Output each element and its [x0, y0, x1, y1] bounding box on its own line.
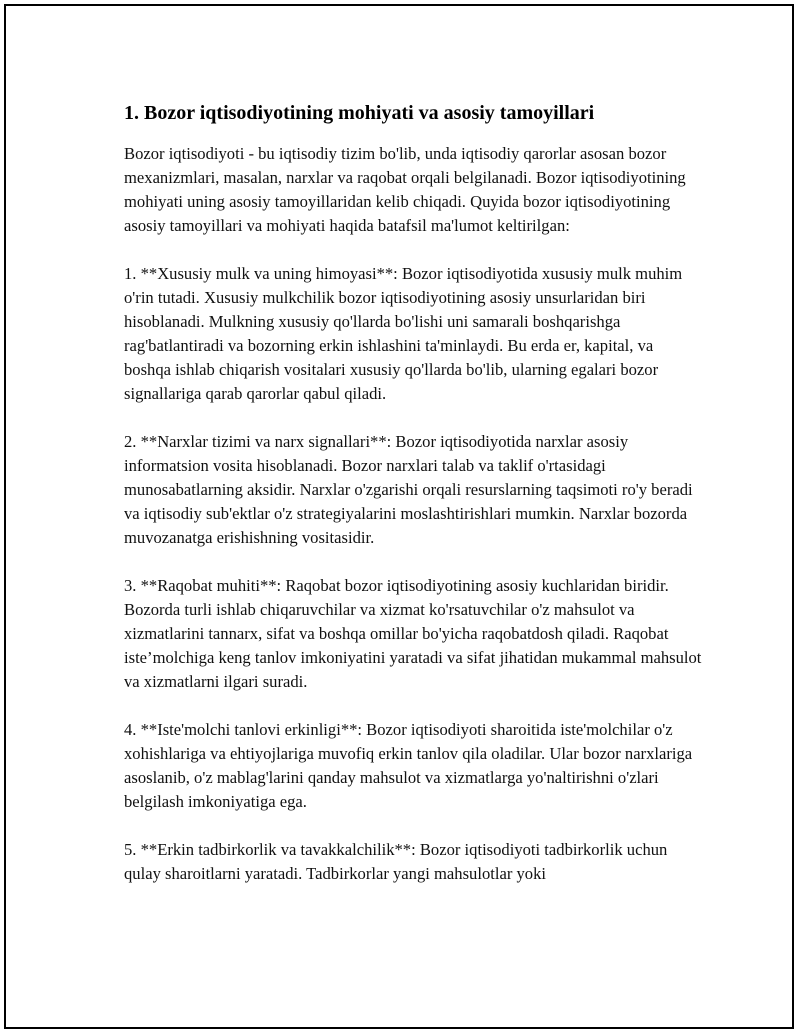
paragraph-private-property: 1. **Xususiy mulk va uning himoyasi**: Bozor iqtisodiyotida xususiy mulk muhim o'rin tutadi. Xususiy mulkchilik bozor iqtisodiyotining asosiy unsurlaridan biri hisoblanadi. Mulkning xususiy qo'llarda bo'lishi uni samarali boshqarishga rag'batlantiradi va bozorning erkin ishlashini ta'minlaydi. Bu erda er, kapital, va boshqa ishlab chiqarish vositalari xususiy qo'llarda bo'lib, ularning egalari bozor signallariga qarab qarorlar qabul qiladi. — [124, 264, 683, 403]
paragraph-consumer-choice: 4. **Iste'molchi tanlovi erkinligi**: Bozor iqtisodiyoti sharoitida iste'molchilar o'z xohishlariga va ehtiyojlariga muvofiq erkin tanlov qila oladilar. Ular bozor narxlariga asoslanib, o'z mablag'larini qanday mahsulot va xizmatlarga yo'naltirishni o'zlari belgilash imkoniyatiga ega. — [124, 720, 693, 811]
page-frame — [4, 4, 794, 1029]
paragraph-price-system: 2. **Narxlar tizimi va narx signallari**: Bozor iqtisodiyotida narxlar asosiy informatsion vosita hisoblanadi. Bozor narxlari talab va taklif o'rtasidagi munosabatlarning aksidir. Narxlar o'zgarishi orqali resurslarning taqsimoti ro'y beradi va iqtisodiy sub'ektlar o'z strategiyalarini moslashtirishlari mumkin. Narxlar bozorda muvozanatga erishishning vositasidir. — [124, 432, 693, 547]
page-content — [124, 100, 702, 910]
paragraph-intro: Bozor iqtisodiyoti - bu iqtisodiy tizim bo'lib, unda iqtisodiy qarorlar asosan bozor mexanizmlari, masalan, narxlar va raqobat orqali belgilanadi. Bozor iqtisodiyotining mohiyati uning asosiy tamoyillaridan kelib chiqadi. Quyida bozor iqtisodiyotining asosiy tamoyillari va mohiyati haqida batafsil ma'lumot keltirilgan: — [124, 144, 686, 235]
paragraph-competition: 3. **Raqobat muhiti**: Raqobat bozor iqtisodiyotining asosiy kuchlaridan biridir. Bozorda turli ishlab chiqaruvchilar va xizmat ko'rsatuvchilar o'z mahsulot va xizmatlarini tannarx, sifat va boshqa omillar bo'yicha raqobatdosh qiladi. Raqobat iste’molchiga keng tanlov imkoniyatini yaratadi va sifat jihatidan mukammal mahsulot va xizmatlarni ilgari suradi. — [124, 576, 702, 691]
document-title: 1. Bozor iqtisodiyotining mohiyati va asosiy tamoyillari — [124, 102, 595, 124]
paragraph-entrepreneurship: 5. **Erkin tadbirkorlik va tavakkalchilik**: Bozor iqtisodiyoti tadbirkorlik uchun qulay sharoitlarni yaratadi. Tadbirkorlar yangi mahsulotlar yoki — [124, 840, 668, 883]
